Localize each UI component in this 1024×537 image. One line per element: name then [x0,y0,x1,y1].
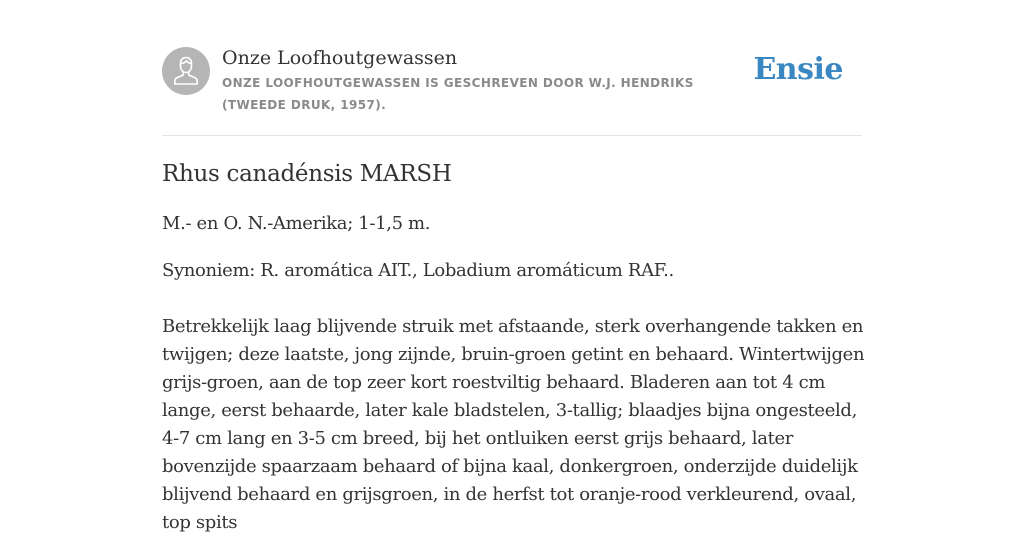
description-text: Betrekkelijk laag blijvende struik met afstaande, sterk overhangende takken en twijgen; deze laatste, jong zijnde, bruin-groen getint en behaard. Wintertwijgen grijs-groen, aan de top zeer kort roestviltig behaard. Bladeren aan tot 4 cm lange, eerst behaarde, later kale bladstelen, 3-tallig; blaadjes bijna ongesteeld, 4-7 cm lang en 3-5 cm breed, bij het ontluiken eerst grijs behaard, later bovenzijde spaarzaam behaard of bijna kaal, donkergroen, onderzijde duidelijk blijvend behaard en grijsgroen, in de herfst tot oranje-rood verkleurend, ovaal, top spits [162,316,865,533]
source-header [162,46,862,136]
article-title: Rhus canadénsis MARSH [162,161,452,187]
synonyms-text: Synoniem: R. aromática AIT., Lobadium aromáticum RAF.. [162,260,674,281]
ensie-logo-link[interactable]: Ensie [753,52,843,87]
source-description: ONZE LOOFHOUTGEWASSEN IS GESCHREVEN DOOR W.J. HENDRIKS (TWEEDE DRUK, 1957). [222,76,694,112]
article-body [162,158,872,537]
source-title[interactable]: Onze Loofhoutgewassen [222,47,458,69]
user-silhouette-icon [162,47,210,95]
distribution-text: M.- en O. N.-Amerika; 1-1,5 m. [162,213,431,234]
header-divider [162,135,862,136]
